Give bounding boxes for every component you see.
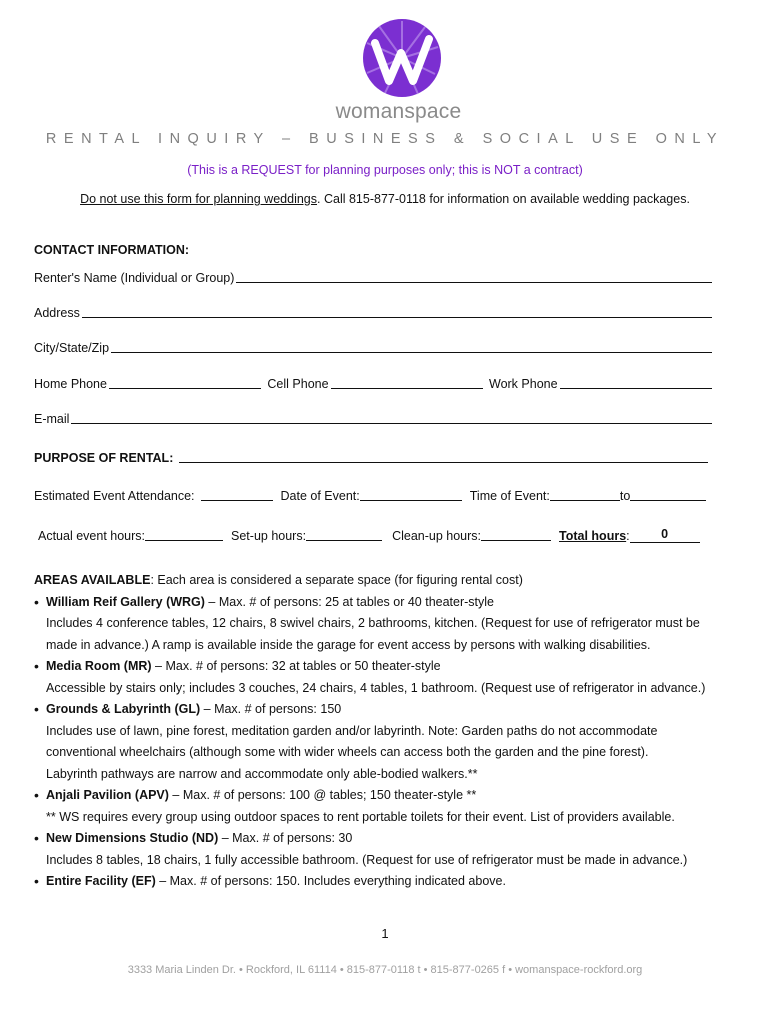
time-to-label: to (619, 489, 631, 503)
setup-hours-label: Set-up hours: (231, 529, 307, 543)
cleanup-hours-label: Clean-up hours: (392, 529, 482, 543)
areas-list (34, 592, 724, 893)
area-description: Includes 8 tables, 18 chairs, 1 fully accessible bathroom. (Request for use of refrigerator must be made in advance.) (46, 852, 688, 867)
phone-row (34, 376, 712, 391)
area-name: Anjali Pavilion (APV) (46, 788, 169, 802)
request-note: (This is a REQUEST for planning purposes only; this is NOT a contract) (187, 163, 583, 177)
areas-intro (34, 570, 724, 592)
area-description: Accessible by stairs only; includes 3 couches, 24 chairs, 4 tables, 1 bathroom. (Request use of refrigerator in advance.) (46, 680, 706, 695)
cell-phone-label: Cell Phone (267, 377, 329, 391)
area-summary: – Max. # of persons: 100 @ tables; 150 theater-style ** (168, 788, 477, 802)
bullet-icon: • (34, 701, 39, 717)
area-description: made in advance.) A ramp is available inside the garage for event access by persons with walking disabilities. (46, 637, 651, 652)
bullet-icon: • (34, 787, 39, 803)
area-item (34, 785, 724, 828)
purpose-row (34, 450, 712, 465)
total-hours-label: Total hours (559, 529, 627, 543)
area-description: conventional wheelchairs (although some with wider wheels can access both the garden and the pine forest). (46, 745, 649, 759)
address-field[interactable] (82, 305, 712, 318)
bullet-icon: • (34, 873, 39, 889)
actual-hours-field[interactable] (145, 528, 223, 541)
work-phone-label: Work Phone (489, 377, 558, 391)
contact-heading: CONTACT INFORMATION: (34, 243, 190, 257)
hours-row (38, 527, 700, 543)
time-end-field[interactable] (630, 488, 706, 501)
area-item (34, 871, 724, 893)
area-item (34, 699, 724, 785)
city-field[interactable] (111, 340, 712, 353)
address-row (34, 305, 712, 320)
wedding-warning: Do not use this form for planning weddings (80, 192, 318, 206)
event-details-row (34, 488, 706, 503)
bullet-icon: • (34, 593, 39, 610)
work-phone-field[interactable] (560, 376, 712, 389)
brand-name: womanspace (335, 100, 462, 123)
total-hours-colon: : (626, 529, 630, 543)
home-phone-label: Home Phone (34, 377, 107, 391)
footer-contact: 3333 Maria Linden Dr. • Rockford, IL 61114 • 815-877-0118 t • 815-877-0265 f • womanspace-rockford.org (127, 964, 643, 976)
home-phone-field[interactable] (109, 376, 261, 389)
attendance-field[interactable] (201, 488, 273, 501)
email-row (34, 411, 712, 426)
area-description: ** WS requires every group using outdoor spaces to rent portable toilets for their event. List of providers available. (46, 809, 675, 824)
area-name: New Dimensions Studio (ND) (46, 831, 219, 845)
page-number: 1 (381, 926, 389, 941)
form-title: RENTAL INQUIRY – BUSINESS & SOCIAL USE ONLY (45, 131, 725, 147)
setup-hours-field[interactable] (306, 528, 382, 541)
time-label: Time of Event: (469, 489, 550, 503)
date-field[interactable] (360, 488, 462, 501)
bullet-icon: • (34, 830, 39, 846)
area-name: Grounds & Labyrinth (GL) (46, 702, 201, 716)
area-summary: – Max. # of persons: 25 at tables or 40 theater-style (204, 594, 494, 609)
attendance-label: Estimated Event Attendance: (34, 489, 195, 503)
renter-name-field[interactable] (236, 270, 712, 283)
area-name: Entire Facility (EF) (46, 874, 156, 888)
area-item (34, 592, 724, 657)
email-field[interactable] (71, 411, 712, 424)
area-item (34, 656, 724, 699)
wedding-note (0, 192, 770, 206)
area-summary: – Max. # of persons: 150 (200, 702, 342, 716)
area-item (34, 828, 724, 871)
date-label: Date of Event: (280, 489, 360, 503)
area-description: Includes use of lawn, pine forest, meditation garden and/or labyrinth. Note: Garden paths do not accommodate (46, 723, 658, 738)
area-name: Media Room (MR) (46, 659, 152, 673)
wedding-contact: . Call 815-877-0118 for information on available wedding packages. (317, 192, 690, 206)
areas-section (34, 570, 724, 893)
renter-name-label: Renter's Name (Individual or Group) (34, 271, 235, 285)
areas-intro-text: : Each area is considered a separate space (for figuring rental cost) (150, 573, 523, 587)
cell-phone-field[interactable] (331, 376, 483, 389)
time-start-field[interactable] (550, 488, 620, 501)
address-label: Address (34, 306, 80, 320)
area-description: Includes 4 conference tables, 12 chairs, 8 swivel chairs, 2 bathrooms, kitchen. (Request for use of refrigerator must be (46, 616, 700, 630)
email-label: E-mail (34, 412, 70, 426)
womanspace-logo (363, 19, 441, 97)
actual-hours-label: Actual event hours: (38, 529, 146, 543)
area-summary: – Max. # of persons: 32 at tables or 50 theater-style (151, 659, 441, 673)
total-hours-value[interactable]: 0 (630, 527, 700, 543)
bullet-icon: • (34, 658, 39, 674)
areas-heading: AREAS AVAILABLE (34, 573, 151, 587)
cleanup-hours-field[interactable] (481, 528, 551, 541)
area-summary: – Max. # of persons: 30 (218, 831, 353, 845)
purpose-field[interactable] (179, 450, 708, 463)
purpose-heading: PURPOSE OF RENTAL: (34, 451, 174, 465)
city-row (34, 340, 712, 355)
renter-name-row (34, 270, 712, 285)
area-summary: – Max. # of persons: 150. Includes everything indicated above. (155, 874, 506, 888)
area-name: William Reif Gallery (WRG) (46, 594, 205, 609)
area-description: Labyrinth pathways are narrow and accommodate only able-bodied walkers.** (46, 766, 478, 781)
city-label: City/State/Zip (34, 341, 110, 355)
